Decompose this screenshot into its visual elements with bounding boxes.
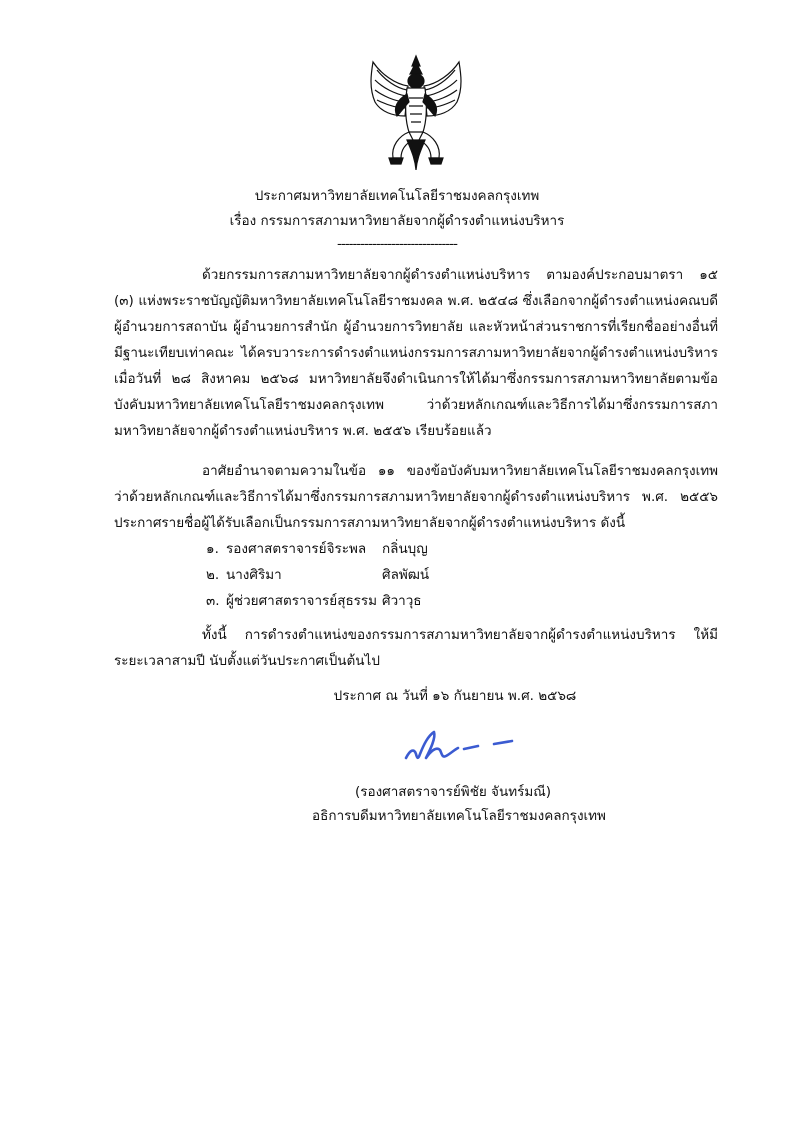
body-paragraph-3: ทั้งนี้ การดำรงตำแหน่งของกรรมการสภามหาวิทยาลัยจากผู้ดำรงตำแหน่งบริหาร ให้มีระยะเวลาสามปี นับตั้งแต่วันประกาศเป็นต้นไป [114, 627, 718, 669]
list-item [206, 562, 429, 588]
announcement-subject: เรื่อง กรรมการสภามหาวิทยาลัยจากผู้ดำรงตำแหน่งบริหาร [229, 213, 565, 229]
list-item [206, 588, 429, 614]
member-name: รองศาสตราจารย์จิระพล [226, 541, 367, 557]
member-number: ๒. [206, 567, 220, 583]
signer-name: (รองศาสตราจารย์พิชัย จันทร์มณี) [354, 784, 552, 800]
announcement-title: ประกาศมหาวิทยาลัยเทคโนโลยีราชมงคลกรุงเทพ [254, 188, 540, 204]
member-number: ๑. [206, 541, 219, 557]
body-paragraph-1: ด้วยกรรมการสภามหาวิทยาลัยจากผู้ดำรงตำแหน่งบริหาร ตามองค์ประกอบมาตรา ๑๕ (๓) แห่งพระราชบัญญัติมหาวิทยาลัยเทคโนโลยีราชมงคล พ.ศ. ๒๕๔๘ ซึ่งเลือกจากผู้ดำรงตำแหน่งคณบดี ผู้อำนวยการสถาบัน ผู้อำนวยการสำนัก ผู้อำนวยการวิทยาลัย และหัวหน้าส่วนราชการที่เรียกชื่ออย่างอื่นที่มีฐานะเทียบเท่าคณะ ได้ครบวาระการดำรงตำแหน่งกรรมการสภามหาวิทยาลัยจากผู้ดำรงตำแหน่งบริหาร เมื่อวันที่ ๒๘ สิงหาคม ๒๕๖๘ มหาวิทยาลัยจึงดำเนินการให้ได้มาซึ่งกรรมการสภามหาวิทยาลัยตามข้อบังคับมหาวิทยาลัยเทคโนโลยีราชมงคลกรุงเทพ ว่าด้วยหลักเกณฑ์และวิธีการได้มาซึ่งกรรมการสภามหาวิทยาลัยจากผู้ดำรงตำแหน่งบริหาร พ.ศ. ๒๕๕๖ เรียบร้อยแล้ว [114, 267, 718, 439]
member-name: ผู้ช่วยศาสตราจารย์สุธรรม [226, 593, 378, 609]
member-surname: ศิวาวุธ [382, 593, 422, 609]
member-number: ๓. [206, 593, 220, 609]
signer-title: อธิการบดีมหาวิทยาลัยเทคโนโลยีราชมงคลกรุงเทพ [312, 808, 606, 824]
list-item [206, 536, 429, 562]
member-name: นางศิริมา [226, 567, 282, 583]
header-divider: ------------------------------- [336, 236, 457, 252]
handwritten-signature-icon [402, 728, 518, 770]
member-surname: ศิลพัฒน์ [382, 567, 430, 583]
announcement-date: ประกาศ ณ วันที่ ๑๖ กันยายน พ.ศ. ๒๕๖๘ [333, 688, 577, 704]
member-list [206, 536, 429, 614]
member-surname: กลิ่นบุญ [382, 541, 428, 557]
garuda-emblem-icon [363, 54, 469, 172]
body-paragraph-2: อาศัยอำนาจตามความในข้อ ๑๑ ของข้อบังคับมหาวิทยาลัยเทคโนโลยีราชมงคลกรุงเทพ ว่าด้วยหลักเกณฑ์และวิธีการได้มาซึ่งกรรมการสภามหาวิทยาลัยจากผู้ดำรงตำแหน่งบริหาร พ.ศ. ๒๕๕๖ ประกาศรายชื่อผู้ได้รับเลือกเป็นกรรมการสภามหาวิทยาลัยจากผู้ดำรงตำแหน่งบริหาร ดังนี้ [114, 463, 718, 531]
